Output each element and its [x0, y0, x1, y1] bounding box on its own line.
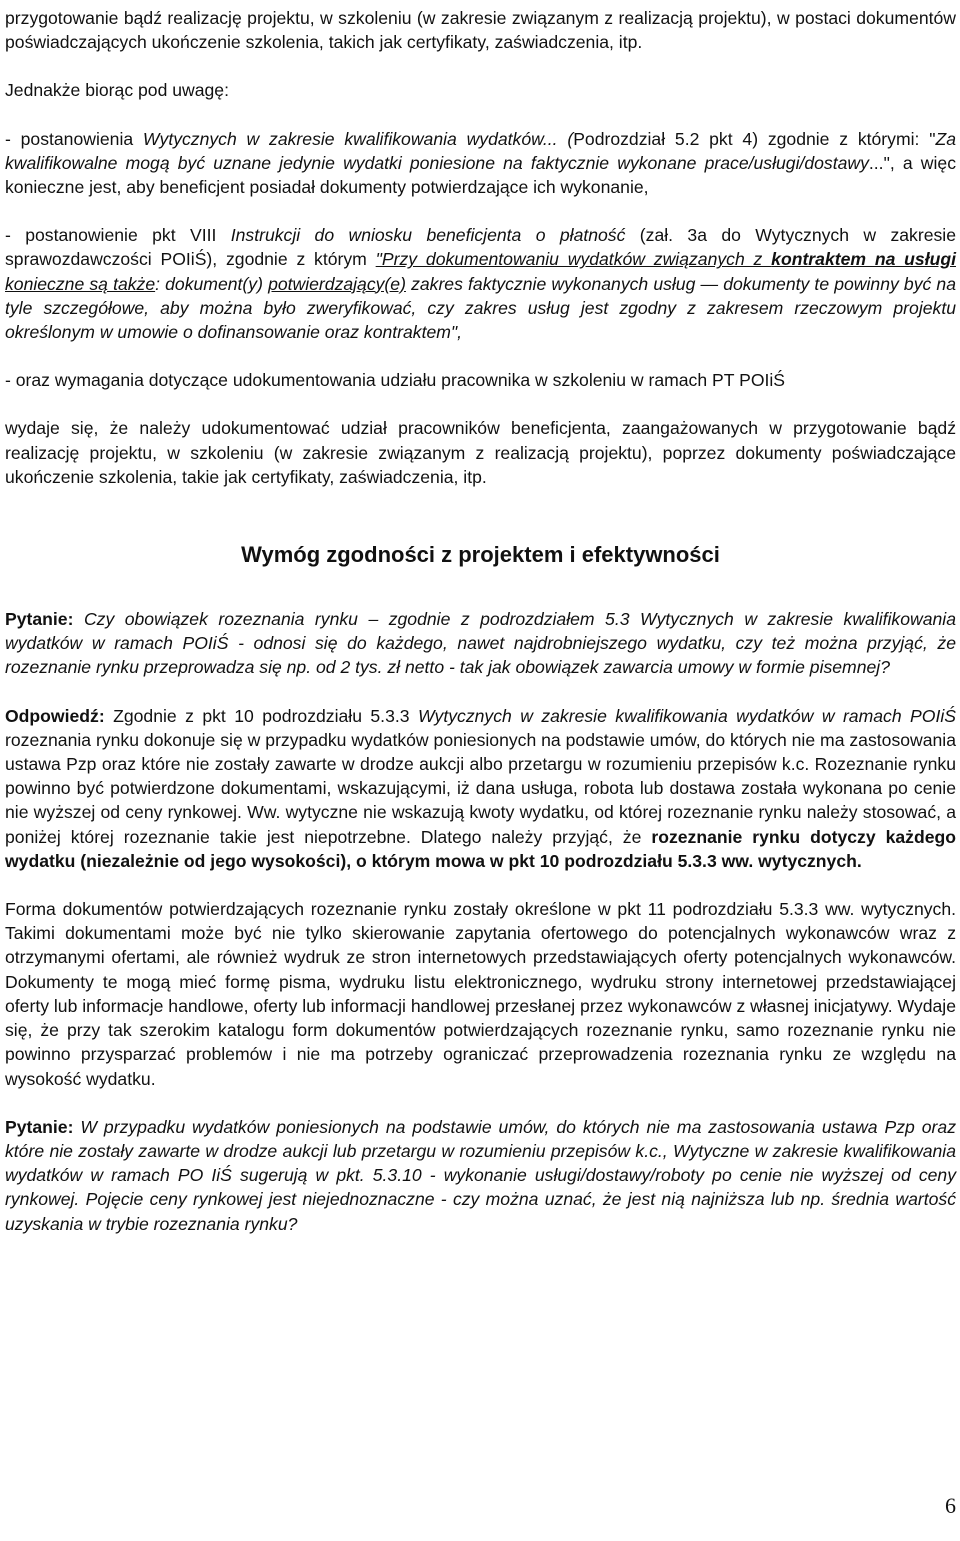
question-text: W przypadku wydatków poniesionych na podstawie umów, do których nie ma zastosowania ustawa Pzp oraz które nie zostały zawarte w drodze aukcji lub przetargu w rozumieniu przepisów k.c., Wytyczne w zakresie kwalifikowania wydatków w ramach PO IiŚ sugerują w pkt. 5.3.10 - wykonanie usługi/dostawy/roboty po cenie nie wyższej od ceny rynkowej. Pojęcie ceny rynkowej jest niejednoznaczne - czy można uznać, że jest nią najniższa lub np. średnia wartość uzyskania w trybie rozeznania rynku?	[5, 1116, 956, 1234]
quote-bold-underlined: kontraktem na usługi	[771, 249, 956, 270]
answer-emphasis: rozeznanie rynku dotyczy każdego wydatku (niezależnie od jego wysokości), o którym mowa w pkt 10 podrozdziału 5.3.3 ww. wytycznych.	[5, 826, 956, 871]
document-page	[5, 6, 956, 1236]
question-2	[5, 1115, 956, 1236]
paragraph-instruction-provision	[5, 223, 956, 344]
section-heading: Wymóg zgodności z projektem i efektywności	[241, 542, 720, 568]
text-run: (zał. 3a do Wytycznych w zakresie sprawozdawczości POIiŚ), zgodnie z którym	[5, 225, 956, 270]
quote-underlined: potwierdzający(e)	[268, 273, 406, 294]
paragraph-document-forms: Forma dokumentów potwierdzających rozeznanie rynku zostały określone w pkt 11 podrozdziału 5.3.3 ww. wytycznych. Takimi dokumentami może być nie tylko skierowanie zapytania ofertowego do potencjalnych wykonawców wraz z otrzymanymi ofertami, ale również wydruk ze stron internetowych przedstawiających oferty potencjalnych wykonawców. Dokumenty te mogą mieć formę pisma, wydruku listu elektronicznego, wydruku strony internetowej przedstawiającej oferty lub informacje handlowe, oferty lub informacji handlowej przesłanej przez wykonawców z własnej inicjatywy. Wydaje się, że przy tak szerokim katalogu form dokumentów potwierdzających rozeznanie rynku, samo rozeznanie rynku nie powinno przysparzać problemów i nie ma potrzeby ograniczać przeprowadzenia rozeznania rynku ze względu na wysokość wydatku.	[5, 899, 956, 1089]
paragraph-considering: Jednakże biorąc pod uwagę:	[5, 80, 229, 101]
quote-underlined: "Przy dokumentowaniu wydatków związanych z	[375, 249, 772, 270]
text-run: Zgodnie z pkt 10 podrozdziału 5.3.3	[104, 705, 418, 726]
question-label: Pytanie:	[5, 1116, 74, 1137]
guidelines-reference: Wytycznych w zakresie kwalifikowania wydatków w ramach POIiŚ	[417, 705, 956, 726]
answer-1	[5, 704, 956, 873]
guidelines-quote: Za kwalifikowalne mogą być uznane jedynie wydatki poniesione na faktycznie wykonane prace/usługi/dostawy	[5, 128, 956, 173]
text-run: : dokument(y)	[155, 273, 269, 294]
answer-label: Odpowiedź:	[5, 705, 105, 726]
paragraph-guidelines-provision	[5, 127, 956, 200]
question-label: Pytanie:	[5, 609, 74, 630]
text-run: - postanowienie pkt VIII	[5, 225, 231, 246]
text-run: rozeznania rynku dokonuje się w przypadku wydatków poniesionych na podstawie umów, do których nie ma zastosowania ustawa Pzp oraz które nie zostały zawarte w drodze aukcji albo przetargu w rozumieniu przepisów k.c. Rozeznanie rynku powinno być potwierdzone dokumentami, wskazującymi, iż dana usługa, robota lub dostawa została wykonana po cenie nie wyższej od ceny rynkowej. Ww. wytyczne nie wskazują kwoty wydatku, od której rozeznanie rynku należy stosować, a poniżej której rozeznanie takie jest niepotrzebne. Dlatego należy przyjąć, że	[5, 729, 956, 847]
paragraph-training-requirements: - oraz wymagania dotyczące udokumentowania udziału pracownika w szkoleniu w ramach PT POIiŚ	[5, 370, 786, 391]
question-text: Czy obowiązek rozeznania rynku – zgodnie z podrozdziałem 5.3 Wytycznych w zakresie kwalifikowania wydatków w ramach POIiŚ - odnosi się do każdego, nawet najdrobniejszego wydatku, czy też można przyjąć, że rozeznanie rynku przeprowadza się np. od 2 tys. zł netto - tak jak obowiązek zawarcia umowy w formie pisemnej?	[5, 609, 956, 678]
paragraph-conclusion: wydaje się, że należy udokumentować udział pracowników beneficjenta, zaangażowanych w przygotowanie bądź realizację projektu, w szkoleniu (w zakresie związanym z realizacją projektu), poprzez dokumenty poświadczające ukończenie szkolenia, takie jak certyfikaty, zaświadczenia, itp.	[5, 418, 956, 487]
text-run: ...", a więc konieczne jest, aby beneficjent posiadał dokumenty potwierdzające ich wykonanie,	[5, 152, 956, 198]
page-number: 6	[945, 1493, 956, 1518]
quote-bold	[771, 249, 956, 269]
question-1	[5, 607, 956, 680]
text-run: - postanowienia	[5, 128, 143, 149]
paragraph-intro-continuation: przygotowanie bądź realizację projektu, w szkoleniu (w zakresie związanym z realizacją projektu), w postaci dokumentów poświadczających ukończenie szkolenia, takich jak certyfikaty, zaświadczenia, itp.	[5, 8, 956, 53]
guidelines-reference: Wytycznych w zakresie kwalifikowania wydatków... (	[142, 128, 574, 149]
text-run: zakres faktycznie wykonanych usług — dokumenty te powinny być na tyle szczegółowe, aby można było zweryfikować, czy zakres usług jest zgodny z zakresem rzeczowym projektu określonym w umowie o dofinansowanie oraz kontraktem",	[5, 273, 956, 343]
text-run: Podrozdział 5.2 pkt 4) zgodnie z którymi: "	[573, 128, 936, 149]
quote-underlined: konieczne są także	[5, 273, 156, 294]
instruction-reference: Instrukcji do wniosku beneficjenta o płatność	[230, 225, 626, 246]
